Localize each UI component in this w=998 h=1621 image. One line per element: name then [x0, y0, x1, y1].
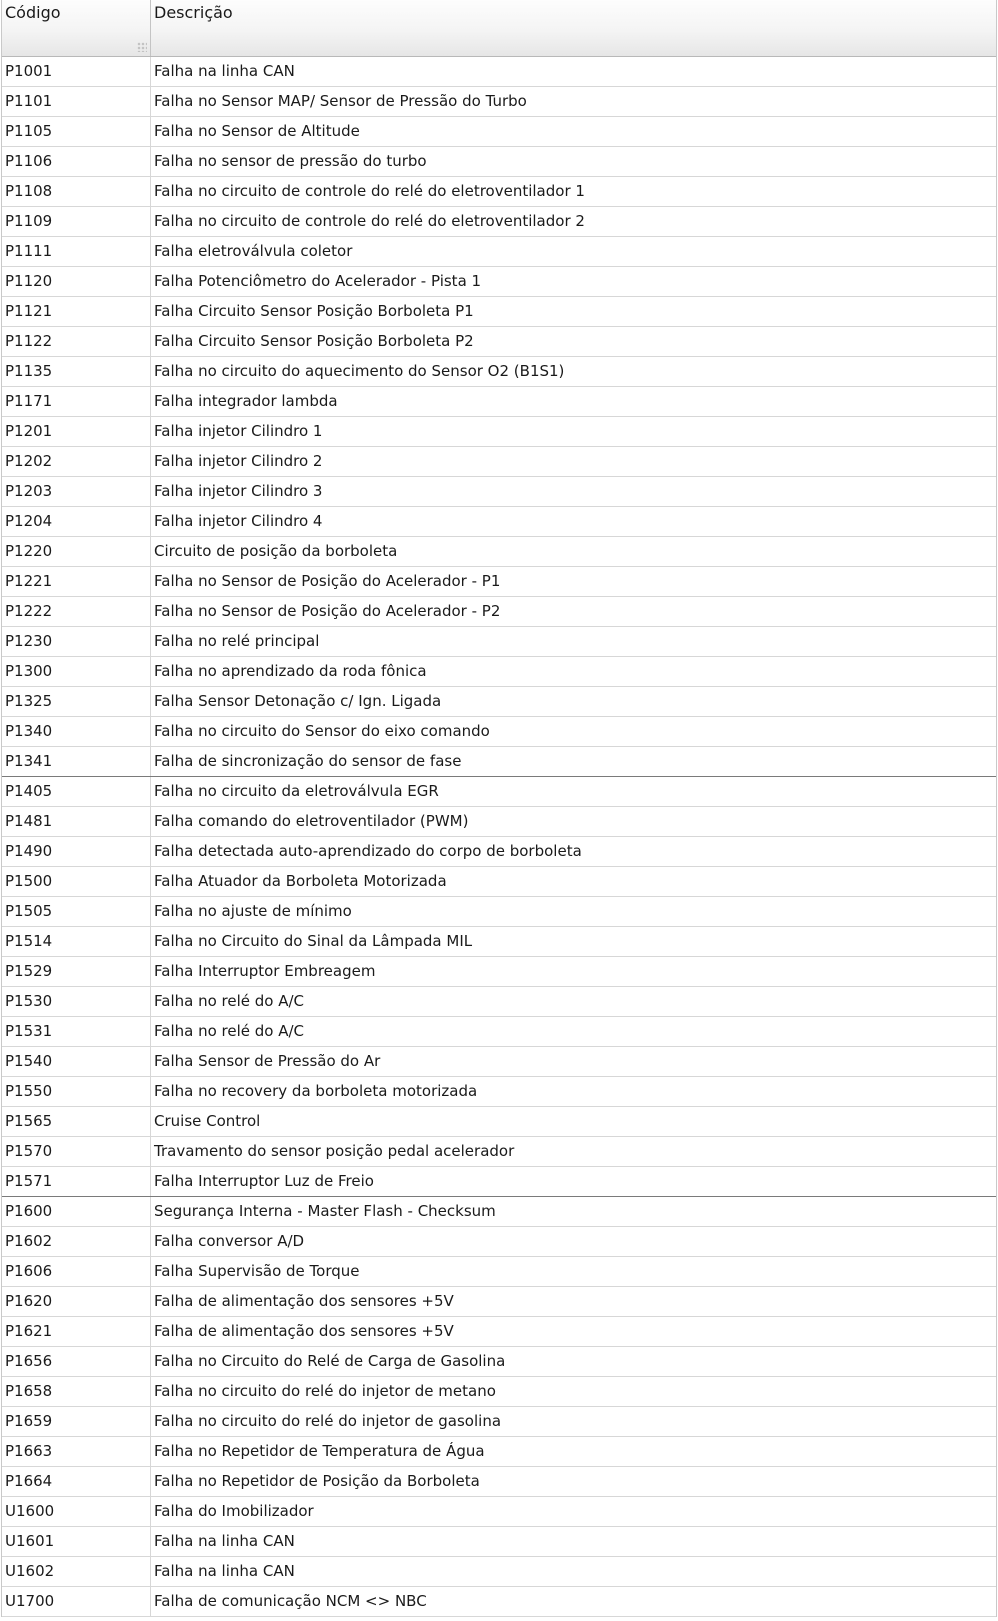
cell-description: Falha no ajuste de mínimo	[154, 902, 352, 920]
cell-code: P1405	[2, 777, 151, 806]
cell-code: P1121	[2, 297, 151, 326]
table-row[interactable]	[2, 267, 996, 297]
cell-code: P1530	[2, 987, 151, 1016]
table-row[interactable]	[2, 777, 996, 807]
cell-description: Falha no Repetidor de Posição da Borboleta	[154, 1472, 480, 1490]
cell-description: Falha no recovery da borboleta motorizada	[154, 1082, 478, 1100]
table-row[interactable]	[2, 1257, 996, 1287]
cell-code: P1109	[2, 207, 151, 236]
cell-code: P1230	[2, 627, 151, 656]
cell-code: U1700	[2, 1587, 151, 1616]
table-row[interactable]	[2, 927, 996, 957]
table-row[interactable]	[2, 417, 996, 447]
table-row[interactable]	[2, 1107, 996, 1137]
cell-code: P1621	[2, 1317, 151, 1346]
cell-code: P1221	[2, 567, 151, 596]
cell-description: Falha no circuito de controle do relé do eletroventilador 1	[154, 182, 585, 200]
cell-description: Falha Interruptor Luz de Freio	[154, 1172, 374, 1190]
cell-description: Falha no Repetidor de Temperatura de Água	[154, 1442, 485, 1460]
table-row[interactable]	[2, 147, 996, 177]
table-row[interactable]	[2, 57, 996, 87]
cell-code: P1606	[2, 1257, 151, 1286]
cell-description: Falha de alimentação dos sensores +5V	[154, 1292, 454, 1310]
cell-code: P1571	[2, 1167, 151, 1196]
cell-description: Falha na linha CAN	[154, 1532, 295, 1550]
table-row[interactable]	[2, 717, 996, 747]
cell-code: P1202	[2, 447, 151, 476]
table-row[interactable]	[2, 1317, 996, 1347]
table-row[interactable]	[2, 1167, 996, 1197]
cell-description: Falha no Sensor de Altitude	[154, 122, 360, 140]
table-row[interactable]	[2, 1437, 996, 1467]
table-row[interactable]	[2, 867, 996, 897]
cell-description: Falha Sensor de Pressão do Ar	[154, 1052, 381, 1070]
cell-description: Falha do Imobilizador	[154, 1502, 314, 1520]
cell-code: P1565	[2, 1107, 151, 1136]
cell-description: Falha no Sensor de Posição do Acelerador - P1	[154, 572, 501, 590]
table-row[interactable]	[2, 1407, 996, 1437]
cell-description: Falha de sincronização do sensor de fase	[154, 752, 462, 770]
column-header-description[interactable]	[151, 0, 996, 56]
table-row[interactable]	[2, 1287, 996, 1317]
cell-code: P1514	[2, 927, 151, 956]
table-row[interactable]	[2, 207, 996, 237]
cell-description: Falha na linha CAN	[154, 62, 295, 80]
cell-description: Falha no circuito do relé do injetor de metano	[154, 1382, 496, 1400]
table-row[interactable]	[2, 987, 996, 1017]
table-row[interactable]	[2, 627, 996, 657]
cell-description: Travamento do sensor posição pedal acelerador	[154, 1142, 515, 1160]
table-row[interactable]	[2, 387, 996, 417]
cell-description: Falha integrador lambda	[154, 392, 338, 410]
table-row[interactable]	[2, 897, 996, 927]
cell-code: P1531	[2, 1017, 151, 1046]
table-row[interactable]	[2, 1197, 996, 1227]
cell-description: Falha no circuito da eletroválvula EGR	[154, 782, 439, 800]
cell-description: Falha injetor Cilindro 1	[154, 422, 323, 440]
cell-code: P1101	[2, 87, 151, 116]
table-row[interactable]	[2, 357, 996, 387]
table-row[interactable]	[2, 1587, 996, 1617]
cell-description: Falha comando do eletroventilador (PWM)	[154, 812, 469, 830]
cell-description: Falha Potenciômetro do Acelerador - Pista 1	[154, 272, 482, 290]
cell-code: P1659	[2, 1407, 151, 1436]
cell-code: P1490	[2, 837, 151, 866]
table-row[interactable]	[2, 477, 996, 507]
cell-code: P1300	[2, 657, 151, 686]
table-row[interactable]	[2, 177, 996, 207]
table-row[interactable]	[2, 1347, 996, 1377]
cell-code: P1135	[2, 357, 151, 386]
cell-code: P1001	[2, 57, 151, 86]
cell-code: P1341	[2, 747, 151, 776]
cell-code: P1620	[2, 1287, 151, 1316]
cell-description: Falha eletroválvula coletor	[154, 242, 353, 260]
table-row[interactable]	[2, 327, 996, 357]
table-row[interactable]	[2, 597, 996, 627]
cell-description: Circuito de posição da borboleta	[154, 542, 398, 560]
cell-code: P1529	[2, 957, 151, 986]
cell-description: Falha Supervisão de Torque	[154, 1262, 360, 1280]
cell-code: P1664	[2, 1467, 151, 1496]
cell-code: U1600	[2, 1497, 151, 1526]
table-row[interactable]	[2, 537, 996, 567]
table-row[interactable]	[2, 237, 996, 267]
cell-code: P1220	[2, 537, 151, 566]
cell-description: Falha no Circuito do Sinal da Lâmpada MIL	[154, 932, 473, 950]
cell-description: Falha injetor Cilindro 4	[154, 512, 323, 530]
cell-description: Falha injetor Cilindro 3	[154, 482, 323, 500]
cell-code: P1204	[2, 507, 151, 536]
table-row[interactable]	[2, 1377, 996, 1407]
table-row[interactable]	[2, 1227, 996, 1257]
table-row[interactable]	[2, 957, 996, 987]
cell-code: P1120	[2, 267, 151, 296]
cell-code: P1600	[2, 1197, 151, 1226]
cell-description: Cruise Control	[154, 1112, 261, 1130]
cell-description: Falha detectada auto-aprendizado do corpo de borboleta	[154, 842, 582, 860]
cell-description: Falha no circuito do Sensor do eixo comando	[154, 722, 490, 740]
cell-code: P1325	[2, 687, 151, 716]
cell-description: Segurança Interna - Master Flash - Checksum	[154, 1202, 496, 1220]
cell-code: P1540	[2, 1047, 151, 1076]
cell-code: P1111	[2, 237, 151, 266]
column-resize-grip-icon[interactable]	[137, 42, 147, 52]
table-body	[2, 57, 996, 1617]
table-row[interactable]	[2, 1017, 996, 1047]
table-row[interactable]	[2, 1497, 996, 1527]
table-row[interactable]	[2, 1137, 996, 1167]
cell-code: P1658	[2, 1377, 151, 1406]
cell-description: Falha Sensor Detonação c/ Ign. Ligada	[154, 692, 442, 710]
table-row[interactable]	[2, 807, 996, 837]
cell-code: P1481	[2, 807, 151, 836]
table-row[interactable]	[2, 447, 996, 477]
table-row[interactable]	[2, 507, 996, 537]
cell-description: Falha no relé do A/C	[154, 1022, 305, 1040]
cell-code: P1340	[2, 717, 151, 746]
cell-description: Falha injetor Cilindro 2	[154, 452, 323, 470]
cell-code: P1203	[2, 477, 151, 506]
cell-code: P1550	[2, 1077, 151, 1106]
cell-description: Falha na linha CAN	[154, 1562, 295, 1580]
cell-description: Falha Circuito Sensor Posição Borboleta P1	[154, 302, 474, 320]
column-header-code-label: Código	[5, 3, 61, 22]
cell-description: Falha no Sensor de Posição do Acelerador - P2	[154, 602, 501, 620]
cell-code: P1201	[2, 417, 151, 446]
cell-description: Falha no Circuito do Relé de Carga de Gasolina	[154, 1352, 506, 1370]
table-row[interactable]	[2, 747, 996, 777]
cell-code: P1602	[2, 1227, 151, 1256]
cell-description: Falha Atuador da Borboleta Motorizada	[154, 872, 447, 890]
cell-code: P1171	[2, 387, 151, 416]
table-row[interactable]	[2, 1047, 996, 1077]
table-row[interactable]	[2, 687, 996, 717]
cell-description: Falha no circuito do relé do injetor de gasolina	[154, 1412, 502, 1430]
cell-code: P1570	[2, 1137, 151, 1166]
table-row[interactable]	[2, 117, 996, 147]
table-row[interactable]	[2, 567, 996, 597]
table-header	[2, 0, 996, 57]
table-row[interactable]	[2, 297, 996, 327]
fault-code-table	[1, 0, 997, 1617]
cell-description: Falha de alimentação dos sensores +5V	[154, 1322, 454, 1340]
cell-description: Falha no circuito de controle do relé do eletroventilador 2	[154, 212, 585, 230]
cell-code: P1656	[2, 1347, 151, 1376]
cell-code: P1222	[2, 597, 151, 626]
column-header-description-label: Descrição	[154, 3, 233, 22]
cell-code: U1602	[2, 1557, 151, 1586]
table-row[interactable]	[2, 1557, 996, 1587]
cell-description: Falha de comunicação NCM <> NBC	[154, 1592, 427, 1610]
cell-description: Falha Circuito Sensor Posição Borboleta P2	[154, 332, 474, 350]
cell-code: P1106	[2, 147, 151, 176]
cell-description: Falha Interruptor Embreagem	[154, 962, 376, 980]
table-row[interactable]	[2, 837, 996, 867]
table-row[interactable]	[2, 1077, 996, 1107]
cell-description: Falha no relé do A/C	[154, 992, 305, 1010]
cell-code: P1122	[2, 327, 151, 356]
cell-code: P1500	[2, 867, 151, 896]
column-header-code[interactable]	[2, 0, 151, 56]
cell-description: Falha no relé principal	[154, 632, 320, 650]
cell-code: P1108	[2, 177, 151, 206]
table-row[interactable]	[2, 1467, 996, 1497]
cell-description: Falha conversor A/D	[154, 1232, 305, 1250]
table-row[interactable]	[2, 657, 996, 687]
cell-description: Falha no sensor de pressão do turbo	[154, 152, 427, 170]
cell-description: Falha no Sensor MAP/ Sensor de Pressão do Turbo	[154, 92, 527, 110]
table-row[interactable]	[2, 87, 996, 117]
cell-description: Falha no aprendizado da roda fônica	[154, 662, 427, 680]
cell-description: Falha no circuito do aquecimento do Sensor O2 (B1S1)	[154, 362, 565, 380]
cell-code: U1601	[2, 1527, 151, 1556]
table-row[interactable]	[2, 1527, 996, 1557]
cell-code: P1105	[2, 117, 151, 146]
cell-code: P1505	[2, 897, 151, 926]
cell-code: P1663	[2, 1437, 151, 1466]
